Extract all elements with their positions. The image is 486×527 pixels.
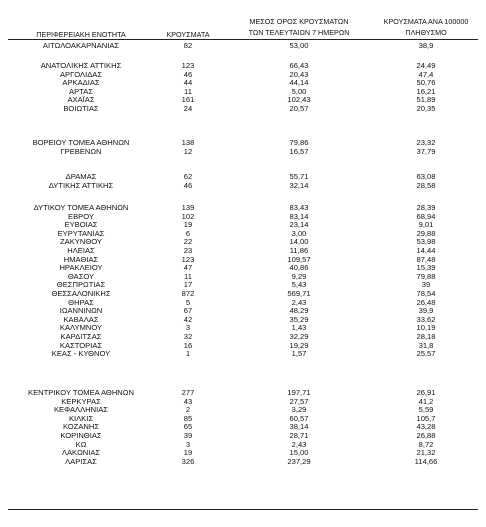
region-name: ΕΒΡΟΥ <box>68 211 94 221</box>
avg-7day-value: 15,00 <box>289 448 309 458</box>
region-name: ΚΟΡΙΝΘΙΑΣ <box>60 431 102 440</box>
table-row <box>0 181 486 190</box>
table-row <box>0 147 486 156</box>
avg-7day-value: 38,14 <box>289 422 309 432</box>
region-name: ΔΥΤΙΚΗΣ ΑΤΤΙΚΗΣ <box>48 180 114 190</box>
avg-7day-value: 102,43 <box>287 95 311 105</box>
cases-value: 24 <box>183 104 193 113</box>
avg-7day-value: 44,14 <box>289 78 309 88</box>
region-name: ΚΑΡΔΙΤΣΑΣ <box>60 332 102 341</box>
avg-7day-value: 79,86 <box>289 138 309 147</box>
header-divider <box>8 39 478 40</box>
cases-value: 44 <box>183 78 193 88</box>
cases-value: 872 <box>181 289 195 298</box>
cases-value: 2 <box>185 405 191 415</box>
cases-value: 1 <box>185 349 191 359</box>
cases-value: 43 <box>183 396 193 406</box>
avg-7day-value: 19,29 <box>289 340 309 350</box>
region-name: ΕΥΒΟΙΑΣ <box>64 220 98 230</box>
cases-value: 138 <box>181 138 195 147</box>
region-name: ΚΑΣΤΟΡΙΑΣ <box>59 340 103 350</box>
table-row <box>0 104 486 113</box>
region-name: ΗΛΕΙΑΣ <box>67 246 95 255</box>
avg-7day-value: 48,29 <box>289 306 309 316</box>
cases-value: 82 <box>183 41 193 50</box>
cases-value: 3 <box>185 323 191 333</box>
header-cases: ΚΡΟΥΣΜΑΤΑ <box>166 30 210 39</box>
per-100k-value: 8,72 <box>418 439 434 449</box>
avg-7day-value: 2,43 <box>291 439 307 449</box>
cases-value: 62 <box>183 172 193 181</box>
per-100k-value: 5,59 <box>418 405 434 415</box>
per-100k-value: 28,39 <box>416 203 436 212</box>
cases-value: 12 <box>183 146 193 156</box>
per-100k-value: 43,28 <box>416 422 436 432</box>
per-100k-value: 114,66 <box>414 456 438 466</box>
per-100k-value: 33,62 <box>416 314 436 324</box>
region-name: ΘΕΣΠΡΩΤΙΑΣ <box>56 280 106 290</box>
region-name: ΚΙΛΚΙΣ <box>68 413 94 423</box>
region-name: ΚΩ <box>75 439 87 449</box>
avg-7day-value: 23,14 <box>289 220 309 230</box>
region-name: ΚΕΦΑΛΛΗΝΙΑΣ <box>53 405 109 415</box>
region-name: ΘΕΣΣΑΛΟΝΙΚΗΣ <box>51 289 111 298</box>
avg-7day-value: 197,71 <box>287 388 311 397</box>
cases-value: 11 <box>184 86 192 96</box>
cases-value: 5 <box>185 297 191 307</box>
cases-value: 39 <box>183 431 193 440</box>
avg-7day-value: 5,00 <box>291 86 307 96</box>
avg-7day-value: 1,57 <box>291 349 307 359</box>
avg-7day-value: 5,43 <box>291 280 307 290</box>
region-name: ΚΕΡΚΥΡΑΣ <box>61 396 101 406</box>
avg-7day-value: 83,43 <box>289 203 309 212</box>
per-100k-value: 63,08 <box>416 172 436 181</box>
cases-value: 85 <box>183 413 193 423</box>
per-100k-value: 68,94 <box>416 211 436 221</box>
per-100k-value: 39 <box>421 280 431 290</box>
avg-7day-value: 11,86 <box>289 246 309 255</box>
region-name: ΗΡΑΚΛΕΙΟΥ <box>59 263 103 273</box>
region-name: ΖΑΚΥΝΘΟΥ <box>60 237 102 247</box>
avg-7day-value: 66,43 <box>289 61 309 70</box>
avg-7day-value: 2,43 <box>291 297 307 307</box>
cases-value: 11 <box>184 271 192 281</box>
per-100k-value: 53,98 <box>416 237 436 247</box>
region-name: ΘΗΡΑΣ <box>68 297 94 307</box>
cases-value: 46 <box>183 180 193 190</box>
avg-7day-value: 16,57 <box>289 146 309 156</box>
per-100k-value: 21,32 <box>416 448 436 458</box>
per-100k-value: 78,54 <box>416 289 436 298</box>
cases-value: 19 <box>183 448 193 458</box>
per-100k-value: 28,18 <box>416 332 436 341</box>
region-name: ΑΧΑΪΑΣ <box>67 95 95 105</box>
bottom-divider <box>8 509 478 510</box>
avg-7day-value: 35,29 <box>289 314 309 324</box>
avg-7day-value: 20,43 <box>289 69 309 79</box>
per-100k-value: 24,49 <box>416 61 436 70</box>
cases-value: 3 <box>185 439 191 449</box>
header-per100k-line1: ΚΡΟΥΣΜΑΤΑ ΑΝΑ 100000 <box>383 17 469 26</box>
per-100k-value: 9,01 <box>418 220 434 230</box>
per-100k-value: 31,8 <box>418 340 434 350</box>
region-name: ΙΩΑΝΝΙΝΩΝ <box>59 306 103 316</box>
table-row <box>0 349 486 358</box>
per-100k-value: 23,32 <box>416 138 436 147</box>
per-100k-value: 38,9 <box>418 41 434 50</box>
cases-value: 161 <box>181 95 195 105</box>
cases-value: 102 <box>181 211 195 221</box>
per-100k-value: 15,39 <box>416 263 436 273</box>
per-100k-value: 79,88 <box>416 271 436 281</box>
region-name: ΘΑΣΟΥ <box>67 271 95 281</box>
region-name: ΓΡΕΒΕΝΩΝ <box>60 146 102 156</box>
header-region: ΠΕΡΙΦΕΡΕΙΑΚΗ ΕΝΟΤΗΤΑ <box>36 30 126 39</box>
cases-value: 67 <box>183 306 193 316</box>
cases-value: 65 <box>183 422 193 432</box>
region-name: ΑΙΤΩΛΟΑΚΑΡΝΑΝΙΑΣ <box>42 41 120 50</box>
avg-7day-value: 83,14 <box>289 211 309 221</box>
avg-7day-value: 109,57 <box>287 254 311 264</box>
region-name: ΚΕΝΤΡΙΚΟΥ ΤΟΜΕΑ ΑΘΗΝΩΝ <box>28 388 134 397</box>
cases-value: 6 <box>185 228 191 238</box>
avg-7day-value: 569,71 <box>287 289 311 298</box>
per-100k-value: 37,79 <box>416 146 436 156</box>
per-100k-value: 51,89 <box>416 95 436 105</box>
avg-7day-value: 9,29 <box>291 271 307 281</box>
avg-7day-value: 40,86 <box>289 263 309 273</box>
cases-value: 123 <box>181 254 195 264</box>
cases-value: 17 <box>183 280 193 290</box>
region-name: ΑΡΓΟΛΙΔΑΣ <box>59 69 103 79</box>
avg-7day-value: 60,57 <box>289 413 309 423</box>
region-name: ΔΥΤΙΚΟΥ ΤΟΜΕΑ ΑΘΗΝΩΝ <box>33 203 129 212</box>
avg-7day-value: 3,29 <box>291 405 307 415</box>
region-name: ΒΟΙΩΤΙΑΣ <box>63 104 99 113</box>
avg-7day-value: 28,71 <box>289 431 309 440</box>
avg-7day-value: 32,14 <box>289 180 309 190</box>
per-100k-value: 10,19 <box>416 323 436 333</box>
region-name: ΚΕΑΣ - ΚΥΘΝΟΥ <box>51 349 111 359</box>
per-100k-value: 41,2 <box>418 396 434 406</box>
avg-7day-value: 237,29 <box>287 456 311 466</box>
region-name: ΚΑΒΑΛΑΣ <box>63 314 99 324</box>
avg-7day-value: 32,29 <box>289 332 309 341</box>
per-100k-value: 16,21 <box>416 86 436 96</box>
region-name: ΛΑΡΙΣΑΣ <box>65 456 97 466</box>
avg-7day-value: 53,00 <box>289 41 309 50</box>
region-name: ΚΟΖΑΝΗΣ <box>62 422 100 432</box>
cases-value: 326 <box>181 456 195 466</box>
cases-value: 23 <box>183 246 193 255</box>
cases-value: 19 <box>183 220 193 230</box>
table-row <box>0 41 486 50</box>
region-name: ΑΡΚΑΔΙΑΣ <box>62 78 100 88</box>
region-name: ΑΝΑΤΟΛΙΚΗΣ ΑΤΤΙΚΗΣ <box>40 61 122 70</box>
region-name: ΕΥΡΥΤΑΝΙΑΣ <box>57 228 105 238</box>
header-per100k-line2: ΠΛΗΘΥΣΜΟ <box>405 28 447 37</box>
cases-value: 22 <box>183 237 193 247</box>
cases-value: 16 <box>183 340 193 350</box>
region-name: ΑΡΤΑΣ <box>69 86 93 96</box>
avg-7day-value: 20,57 <box>289 104 309 113</box>
per-100k-value: 26,88 <box>416 431 436 440</box>
per-100k-value: 39,9 <box>418 306 434 316</box>
cases-value: 123 <box>181 61 195 70</box>
per-100k-value: 47,4 <box>418 69 434 79</box>
avg-7day-value: 3,00 <box>291 228 307 238</box>
cases-value: 32 <box>183 332 193 341</box>
cases-value: 46 <box>183 69 193 79</box>
per-100k-value: 20,35 <box>416 104 436 113</box>
avg-7day-value: 27,57 <box>289 396 309 406</box>
per-100k-value: 87,48 <box>416 254 436 264</box>
cases-value: 42 <box>183 314 193 324</box>
avg-7day-value: 55,71 <box>289 172 309 181</box>
region-name: ΗΜΑΘΙΑΣ <box>63 254 99 264</box>
per-100k-value: 105,7 <box>416 413 436 423</box>
avg-7day-value: 1,43 <box>291 323 307 333</box>
cases-value: 139 <box>181 203 195 212</box>
per-100k-value: 50,76 <box>416 78 436 88</box>
per-100k-value: 14,44 <box>416 246 436 255</box>
region-name: ΔΡΑΜΑΣ <box>65 172 97 181</box>
header-avg-line2: ΤΩΝ ΤΕΛΕΥΤΑΙΩΝ 7 ΗΜΕΡΩΝ <box>248 28 350 37</box>
avg-7day-value: 14,00 <box>289 237 309 247</box>
cases-value: 277 <box>181 388 195 397</box>
region-name: ΛΑΚΩΝΙΑΣ <box>61 448 101 458</box>
cases-value: 47 <box>183 263 193 273</box>
table-row <box>0 457 486 466</box>
per-100k-value: 29,88 <box>416 228 436 238</box>
per-100k-value: 28,58 <box>416 180 436 190</box>
per-100k-value: 26,91 <box>416 388 436 397</box>
per-100k-value: 26,48 <box>416 297 436 307</box>
per-100k-value: 25,57 <box>416 349 436 359</box>
region-name: ΚΑΛΥΜΝΟΥ <box>59 323 103 333</box>
header-avg-line1: ΜΕΣΟΣ ΟΡΟΣ ΚΡΟΥΣΜΑΤΩΝ <box>249 17 349 26</box>
region-name: ΒΟΡΕΙΟΥ ΤΟΜΕΑ ΑΘΗΝΩΝ <box>32 138 130 147</box>
